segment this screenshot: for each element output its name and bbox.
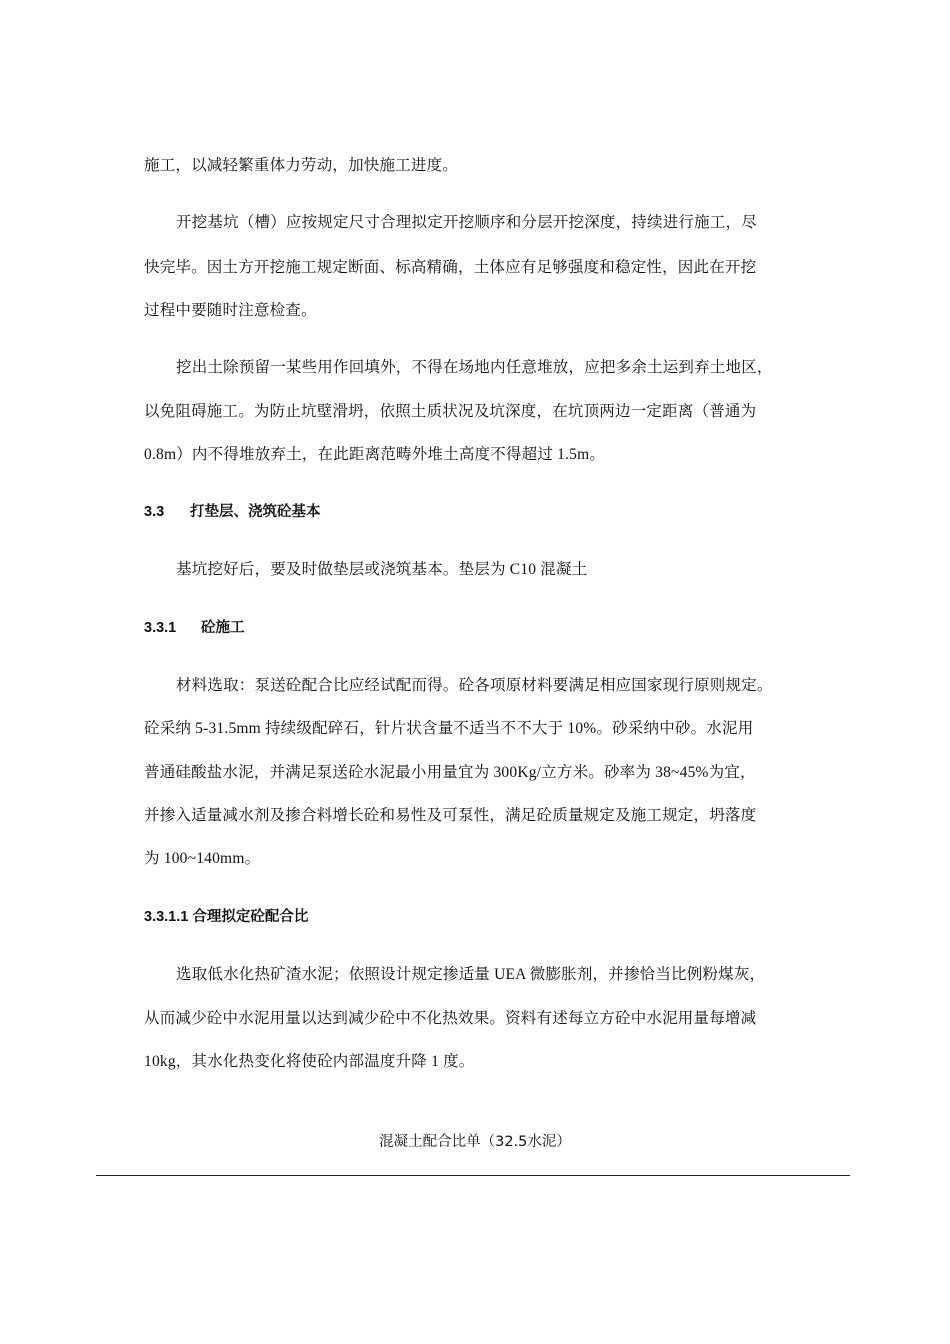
section-number: 3.3.1 xyxy=(144,620,177,636)
paragraph-line: 过程中要随时注意检查。 xyxy=(144,302,317,319)
table-top-rule xyxy=(96,1175,850,1176)
paragraph-line: 开挖基坑（槽）应按规定尺寸合理拟定开挖顺序和分层开挖深度，持续进行施工，尽 xyxy=(176,214,757,231)
paragraph-line: 为 100~140mm。 xyxy=(144,850,261,867)
paragraph-line: 施工，以减轻繁重体力劳动，加快施工进度。 xyxy=(144,157,459,174)
section-number: 3.3 xyxy=(144,504,165,520)
paragraph-line: 以免阻碍施工。为防止坑壁滑坍，依照土质状况及坑深度，在坑顶两边一定距离（普通为 xyxy=(144,403,757,420)
subsection-heading xyxy=(144,617,245,639)
section-title: 砼施工 xyxy=(201,620,245,636)
paragraph-line: 0.8m）内不得堆放弃土，在此距离范畴外堆土高度不得超过 1.5m。 xyxy=(144,446,606,463)
table-title: 混凝土配合比单（32.5水泥） xyxy=(379,1134,571,1150)
paragraph-line: 选取低水化热矿渣水泥；依照设计规定掺适量 UEA 微膨胀剂，并掺恰当比例粉煤灰， xyxy=(176,966,766,983)
section-number: 3.3.1.1 xyxy=(144,909,189,925)
paragraph-line: 普通硅酸盐水泥，并满足泵送砼水泥最小用量宜为 300Kg/立方米。砂率为 38~45%为宜， xyxy=(144,764,756,781)
section-title: 打垫层、浇筑砼基本 xyxy=(190,504,321,520)
section-title: 合理拟定砼配合比 xyxy=(192,909,309,925)
paragraph-line: 并掺入适量减水剂及掺合料增长砼和易性及可泵性，满足砼质量规定及施工规定，坍落度 xyxy=(144,807,757,824)
paragraph-line: 快完毕。因土方开挖施工规定断面、标高精确，土体应有足够强度和稳定性，因此在开挖 xyxy=(144,259,757,276)
section-heading xyxy=(144,501,321,523)
paragraph-line: 砼采纳 5-31.5mm 持续级配碎石，针片状含量不适当不不大于 10%。砂采纳中砂。水泥用 xyxy=(144,720,754,737)
paragraph-line: 材料选取：泵送砼配合比应经试配而得。砼各项原材料要满足相应国家现行原则规定。 xyxy=(176,677,773,694)
paragraph-line: 10kg，其水化热变化将使砼内部温度升降 1 度。 xyxy=(144,1053,475,1070)
paragraph-line: 从而减少砼中水泥用量以达到减少砼中不化热效果。资料有述每立方砼中水泥用量每增减 xyxy=(144,1010,757,1027)
subsubsection-heading xyxy=(144,906,308,928)
paragraph-line: 基坑挖好后，要及时做垫层或浇筑基本。垫层为 C10 混凝土 xyxy=(176,561,588,578)
paragraph-line: 挖出土除预留一某些用作回填外，不得在场地内任意堆放，应把多余土运到弃土地区， xyxy=(176,359,773,376)
